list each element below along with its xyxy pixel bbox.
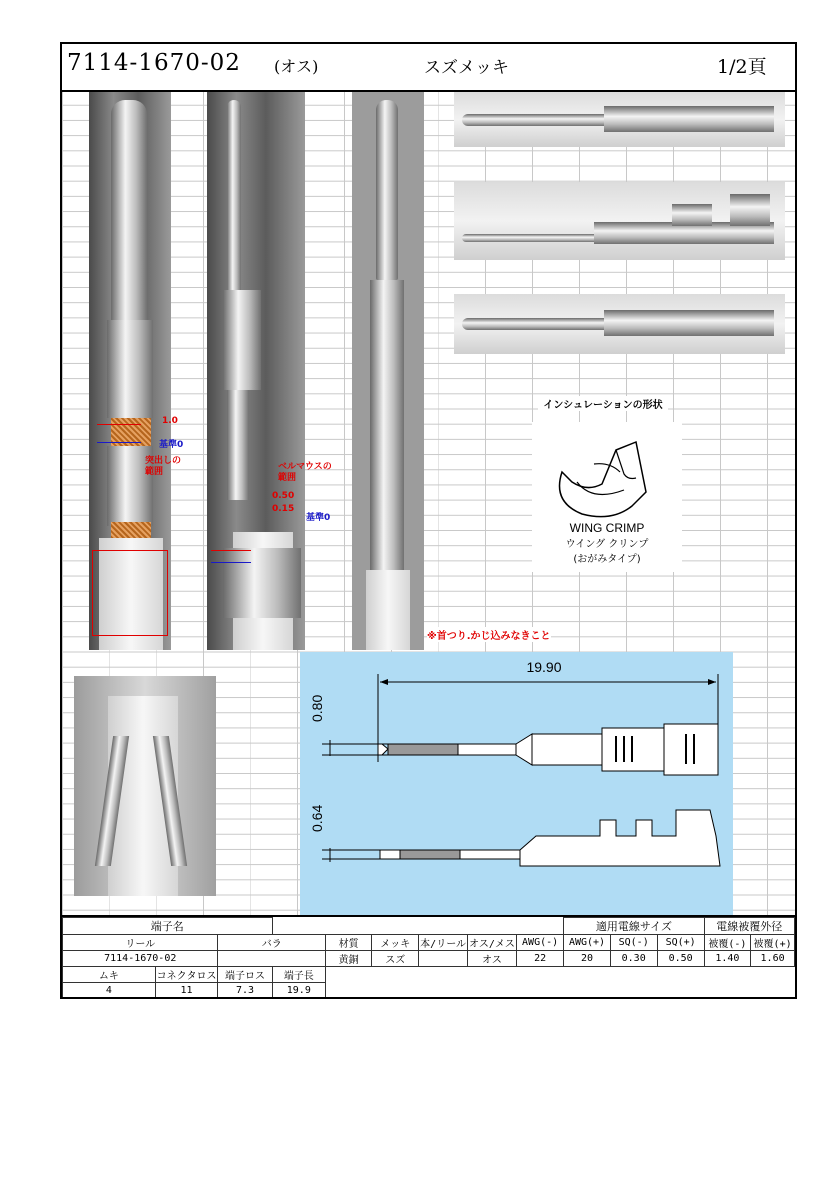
insulation-min-value: 1.40 <box>704 951 751 967</box>
connector-loss-value: 11 <box>155 983 218 998</box>
reel-value: 7114-1670-02 <box>63 951 218 967</box>
protrusion-range-label: 突出しの 範囲 <box>145 456 182 477</box>
awg-max-value: 20 <box>564 951 610 967</box>
gender-label: (オス) <box>274 57 319 76</box>
plating-header: メッキ <box>372 935 419 951</box>
insulation-od-header: 電線被覆外径 <box>704 918 794 935</box>
pieces-per-reel-value <box>419 951 468 967</box>
bellmouth-range-label: ベルマウスの 範囲 <box>278 462 332 483</box>
length-dimension: 19.90 <box>526 659 562 675</box>
awg-min-header: AWG(-) <box>516 935 563 951</box>
bulk-value <box>218 951 326 967</box>
connector-loss-header: コネクタロス <box>155 967 218 983</box>
insulation-max-value: 1.60 <box>751 951 795 967</box>
photo-crimp-closeup <box>74 676 216 896</box>
note-text: ※首つり.かじ込みなきこと <box>427 627 551 642</box>
sq-min-value: 0.30 <box>610 951 657 967</box>
dim-0-15-label: 0.15 <box>272 504 295 514</box>
photo-side-view <box>207 92 305 650</box>
sq-max-header: SQ(+) <box>657 935 704 951</box>
photo-horizontal-side <box>454 182 785 260</box>
wire-size-header: 適用電線サイズ <box>564 918 704 935</box>
height-side-dimension: 0.64 <box>309 804 325 832</box>
plating-label: スズメッキ <box>424 58 509 78</box>
terminal-name-header: 端子名 <box>63 918 273 935</box>
photo-bottom-view <box>352 92 424 650</box>
material-value: 黄銅 <box>326 951 372 967</box>
page-number: 1/2頁 <box>717 56 767 78</box>
drawing-svg <box>300 652 733 934</box>
terminal-loss-value: 7.3 <box>218 983 272 998</box>
wing-crimp-jp: ウイング クリンプ <box>565 539 649 550</box>
awg-min-value: 22 <box>516 951 563 967</box>
reference-zero-label-b: 基準0 <box>306 513 331 523</box>
wing-crimp-illustration <box>532 422 682 572</box>
spec-table <box>62 915 795 998</box>
terminal-loss-header: 端子ロス <box>218 967 272 983</box>
dim-1-0-label: 1.0 <box>162 416 178 426</box>
reference-zero-label-a: 基準0 <box>159 440 184 450</box>
sq-min-header: SQ(-) <box>610 935 657 951</box>
insulation-max-header: 被覆(+) <box>751 935 795 951</box>
insulation-min-header: 被覆(-) <box>704 935 751 951</box>
height-top-dimension: 0.80 <box>309 694 325 722</box>
dim-0-50-label: 0.50 <box>272 491 295 501</box>
photo-horizontal-bottom <box>454 294 785 354</box>
terminal-length-header: 端子長 <box>272 967 325 983</box>
photo-top-view <box>89 92 171 650</box>
technical-drawing <box>300 652 733 934</box>
spec-sheet <box>60 42 797 999</box>
pieces-per-reel-header: 本/リール <box>419 935 468 951</box>
bulk-header: バラ <box>218 935 326 951</box>
awg-max-header: AWG(+) <box>564 935 610 951</box>
wing-crimp-en: WING CRIMP <box>569 521 645 535</box>
plating-value: スズ <box>372 951 419 967</box>
gender-header: オス/メス <box>468 935 517 951</box>
gender-value: オス <box>468 951 517 967</box>
reel-header: リール <box>63 935 218 951</box>
strip-header: ムキ <box>63 967 156 983</box>
wing-crimp-sub: (おがみタイプ) <box>573 554 641 565</box>
strip-value: 4 <box>63 983 156 998</box>
part-number: 7114-1670-02 <box>67 50 241 76</box>
photo-horizontal-top <box>454 92 785 147</box>
sq-max-value: 0.50 <box>657 951 704 967</box>
terminal-length-value: 19.9 <box>272 983 325 998</box>
wing-crimp-icon <box>532 422 682 572</box>
header <box>62 44 795 92</box>
insulation-shape-title: インシュレーションの形状 <box>538 396 668 411</box>
material-header: 材質 <box>326 935 372 951</box>
